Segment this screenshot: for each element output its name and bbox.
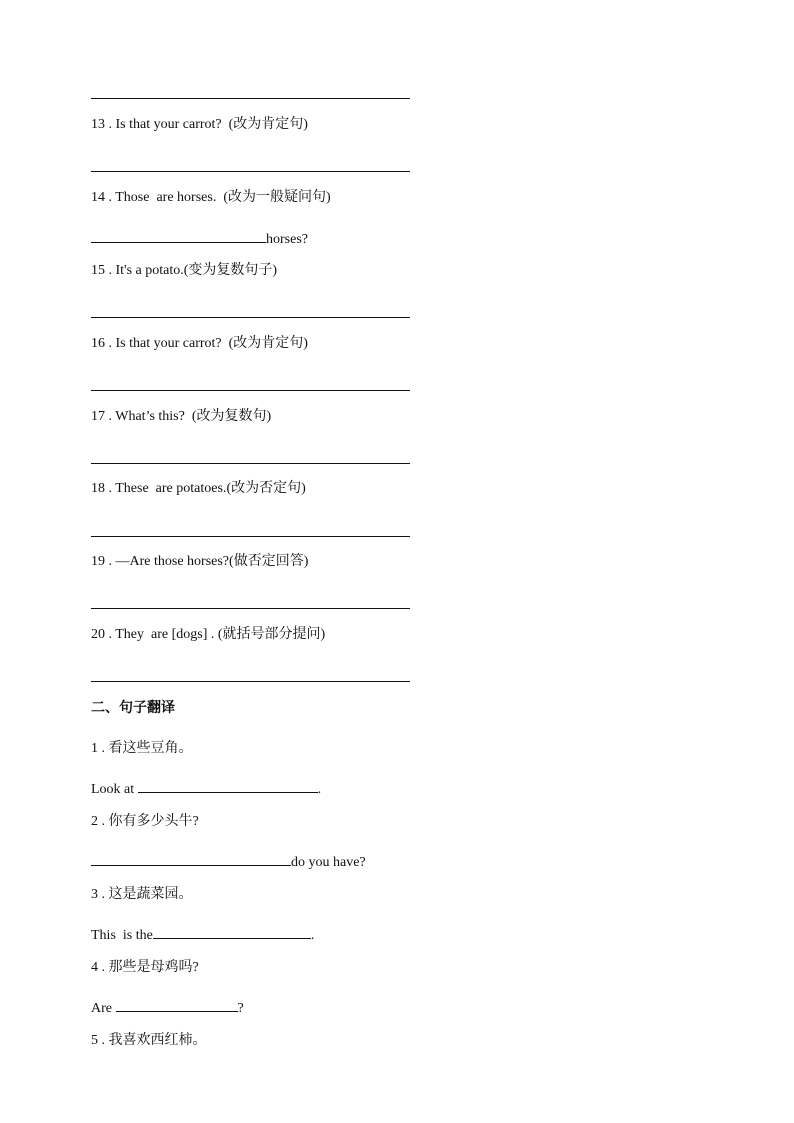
question-13: 13 . Is that your carrot? (改为肯定句) — [91, 117, 308, 132]
answer-line-13 — [91, 171, 410, 172]
question-number: 15 — [91, 263, 105, 278]
answer-line-12 — [91, 98, 410, 99]
item-number: 5 — [91, 1033, 98, 1048]
question-text: Is that your carrot? — [115, 336, 222, 351]
item-number: 4 — [91, 960, 98, 975]
question-hint: (变为复数句子) — [183, 263, 278, 278]
section-title: 二、句子翻译 — [91, 700, 175, 716]
question-number: 20 — [91, 627, 105, 642]
answer-blank — [116, 998, 238, 1012]
chinese-sentence: 你有多少头牛? — [108, 814, 199, 829]
question-hint: (就括号部分提问) — [217, 627, 326, 642]
item-number: 3 — [91, 887, 98, 902]
answer-line-16 — [91, 390, 410, 391]
question-text: These are potatoes. — [115, 481, 227, 496]
answer-blank — [138, 779, 318, 793]
question-number: 19 — [91, 554, 105, 569]
question-hint: (改为肯定句) — [228, 117, 308, 132]
question-hint: (改为一般疑问句) — [223, 190, 331, 205]
answer-suffix: . — [317, 782, 322, 797]
answer-suffix: ? — [237, 1001, 244, 1016]
question-20: 20 . They are [dogs] . (就括号部分提问) — [91, 627, 326, 642]
question-text: Is that your carrot? — [115, 117, 222, 132]
chinese-sentence: 那些是母鸡吗? — [108, 960, 199, 975]
question-hint: (改为复数句) — [191, 409, 272, 424]
answer-line-17 — [91, 463, 410, 464]
translation-1-answer — [91, 779, 321, 799]
question-text: —Are those horses? — [115, 554, 230, 569]
item-number: 2 — [91, 814, 98, 829]
translation-4-answer — [91, 998, 244, 1018]
question-hint: (做否定回答) — [229, 554, 309, 569]
question-18: 18 . These are potatoes.(改为否定句) — [91, 481, 306, 496]
question-16: 16 . Is that your carrot? (改为肯定句) — [91, 336, 308, 351]
chinese-sentence: 看这些豆角。 — [108, 741, 193, 756]
translation-4-prompt: 4 . 那些是母鸡吗? — [91, 960, 199, 975]
translation-2-prompt: 2 . 你有多少头牛? — [91, 814, 199, 829]
chinese-sentence: 这是蔬菜园。 — [108, 887, 193, 902]
translation-3-prompt: 3 . 这是蔬菜园。 — [91, 887, 193, 902]
question-number: 13 — [91, 117, 105, 132]
answer-line-19 — [91, 608, 410, 609]
question-text: Those are horses. — [115, 190, 217, 205]
answer-blank — [91, 229, 266, 243]
question-text: It's a potato. — [115, 263, 184, 278]
answer-line-20 — [91, 681, 410, 682]
question-hint: (改为否定句) — [226, 481, 306, 496]
chinese-sentence: 我喜欢西红柿。 — [108, 1033, 207, 1048]
item-number: 1 — [91, 741, 98, 756]
translation-1-prompt: 1 . 看这些豆角。 — [91, 741, 193, 756]
question-number: 16 — [91, 336, 105, 351]
answer-line-18 — [91, 536, 410, 537]
translation-3-answer — [91, 925, 314, 945]
question-number: 14 — [91, 190, 105, 205]
answer-suffix: horses? — [266, 232, 308, 247]
question-15: 15 . It's a potato.(变为复数句子) — [91, 263, 278, 278]
answer-suffix: . — [310, 928, 315, 943]
answer-prefix: This is the — [91, 928, 153, 943]
question-19: 19 . —Are those horses?(做否定回答) — [91, 554, 309, 569]
answer-blank — [153, 925, 311, 939]
answer-suffix: do you have? — [291, 855, 366, 870]
question-text: What’s this? — [115, 409, 185, 424]
question-number: 17 — [91, 409, 105, 424]
answer-prefix: Are — [91, 1001, 116, 1016]
answer-14 — [91, 229, 308, 249]
question-text: They are [dogs] . — [115, 627, 215, 642]
answer-prefix: Look at — [91, 782, 138, 797]
answer-line-15 — [91, 317, 410, 318]
question-17: 17 . What’s this? (改为复数句) — [91, 409, 272, 424]
translation-5-prompt: 5 . 我喜欢西红柿。 — [91, 1033, 207, 1048]
question-number: 18 — [91, 481, 105, 496]
question-hint: (改为肯定句) — [228, 336, 308, 351]
answer-blank — [91, 852, 291, 866]
question-14: 14 . Those are horses. (改为一般疑问句) — [91, 190, 331, 205]
translation-2-answer — [91, 852, 366, 872]
